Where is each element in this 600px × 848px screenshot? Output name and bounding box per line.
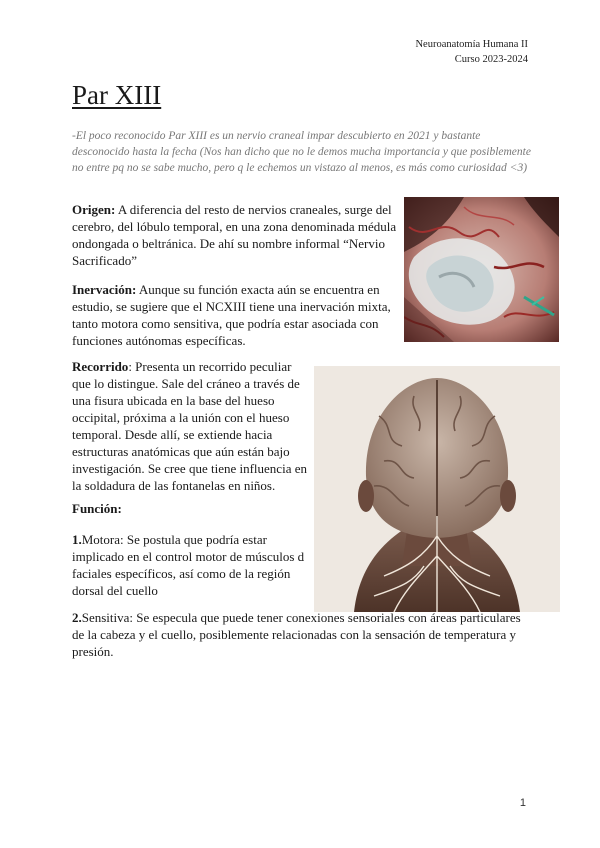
inervacion-label: Inervación: [72,282,137,297]
brain-back-illustration [314,366,560,612]
funcion-heading: Función: [72,501,122,516]
origen-label: Origen: [72,202,116,217]
course-year: Curso 2023-2024 [454,54,528,65]
recorrido-text: : Presenta un recorrido peculiar que lo distingue. Sale del cráneo a través de una fisura ubicada en la base del hueso occipital, próxima a la unión con el hueso temporal. Desde allí, se extiende hacia estructuras anatómicas que aún están bajo investigación. Se cree que tiene influencia en la soldadura de las fontanelas en niños. [72,359,307,493]
head-nerve-illustration [314,366,560,612]
page-header [415,37,528,67]
page-number: 1 [519,797,526,809]
course-name: Neuroanatomía Humana II [415,39,528,50]
sensitiva-text: Sensitiva: Se especula que puede tener conexiones sensoriales con áreas particulares de la cabeza y el cuello, posiblemente relacionadas con la sensación de temperatura y presión. [72,610,521,659]
recorrido-paragraph [72,358,312,494]
origen-paragraph [72,201,398,269]
brain-dissection-photo [404,197,559,342]
inervacion-text: Aunque su función exacta aún se encuentra en estudio, se sugiere que el NCXIII tiene una inervación mixta, tanto motora como sensitiva, que podría estar asociada con funciones autónomas específicas. [72,282,391,348]
recorrido-label: Recorrido [72,359,129,374]
intro-note: -El poco reconocido Par XIII es un nervio craneal impar descubierto en 2021 y bastante desconocido hasta la fecha (Nos han dicho que no le demos mucha importancia y que posiblemente no entre pq no se sabe mucho, pero q le echemos un vistazo al menos, es más como curiosidad <3) [72,130,531,174]
inervacion-paragraph [72,281,398,349]
origen-text: A diferencia del resto de nervios craneales, surge del cerebro, del lóbulo temporal, en una zona denominada médula ondongada o beltránica. De ahí su nombre informal “Nervio Sacrificado” [72,202,397,268]
motora-number: 1. [72,532,82,547]
motora-text: Motora: Se postula que podría estar implicado en el control motor de músculos d faciales específicos, así como de la región dorsal del cuello [72,532,305,598]
sensitiva-number: 2. [72,610,82,625]
funcion-motora [72,531,312,599]
page-title: Par XIII [72,80,162,110]
funcion-sensitiva [72,609,532,660]
dissection-illustration [404,197,559,342]
